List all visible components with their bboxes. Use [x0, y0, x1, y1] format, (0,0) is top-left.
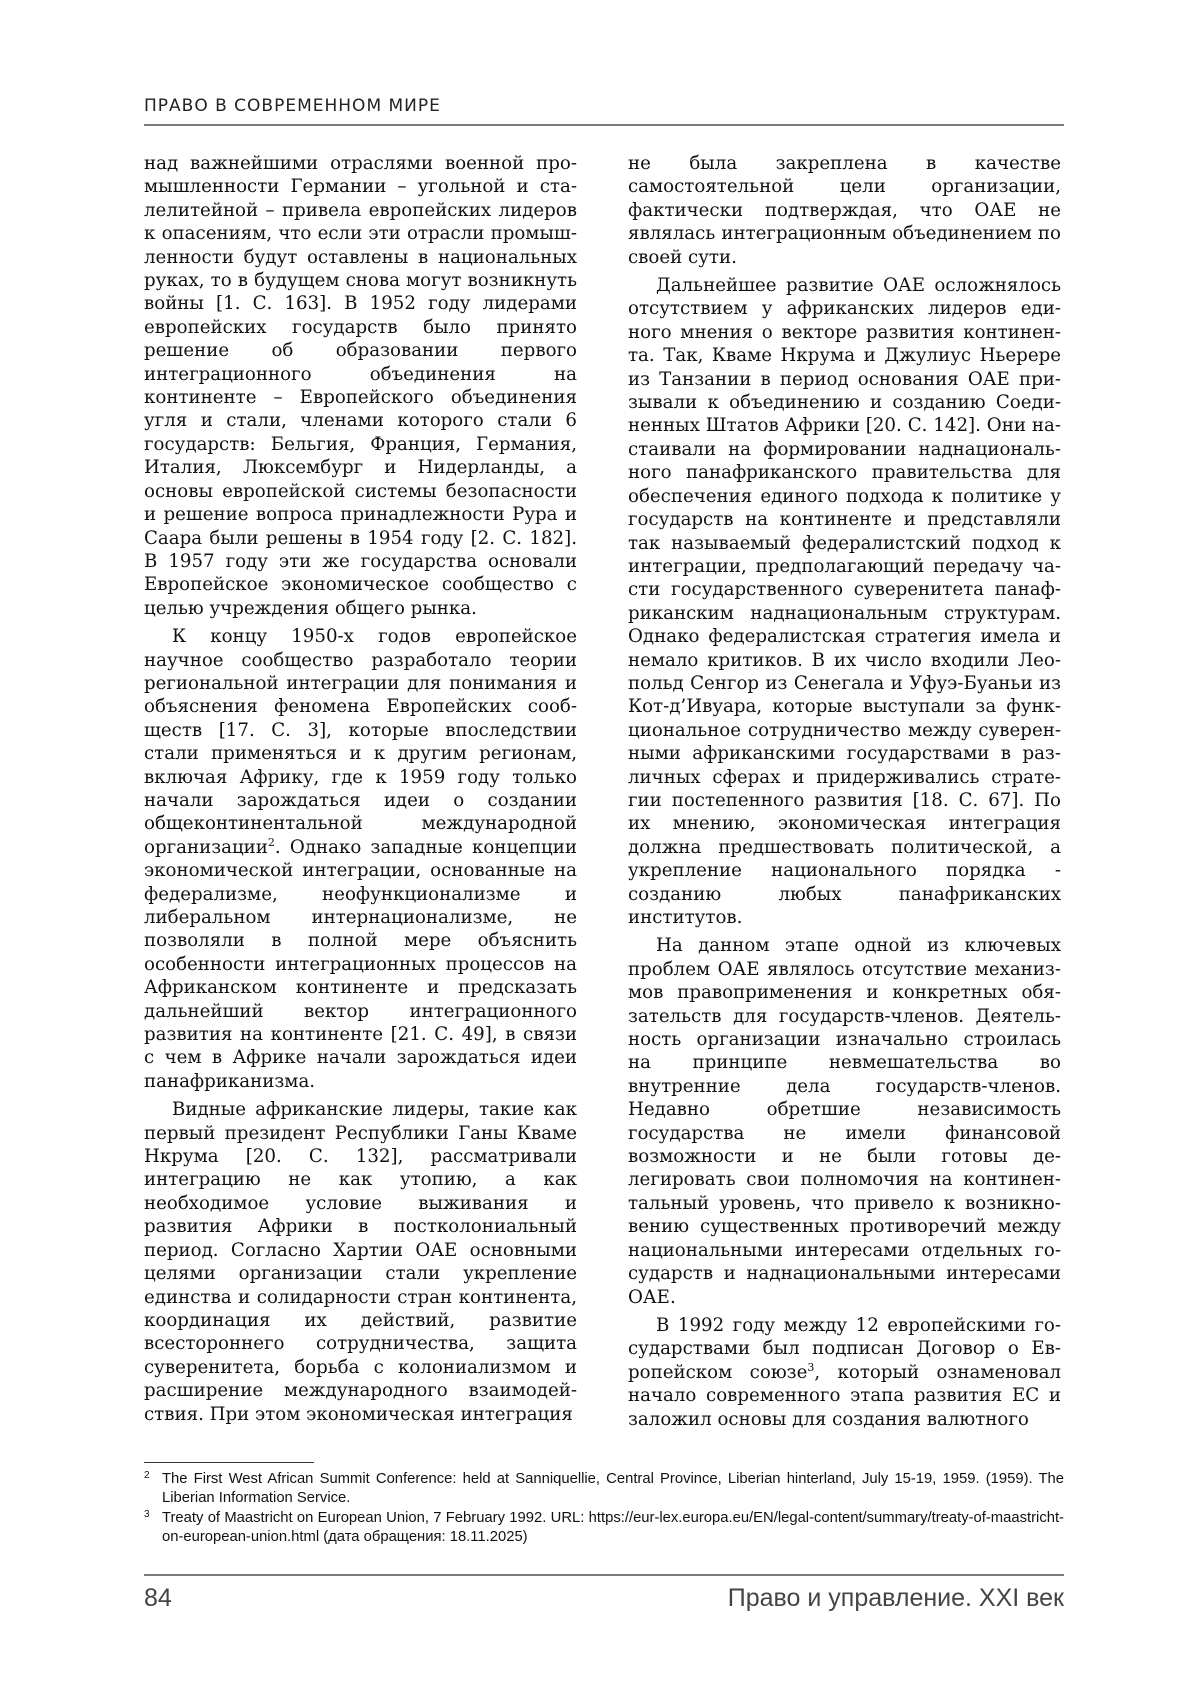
header-divider	[144, 124, 1064, 126]
left-text-column	[144, 152, 577, 1426]
footnote-ref[interactable]: 2	[267, 835, 275, 849]
right-text-column	[628, 152, 1061, 1431]
journal-title: Право и управление. XXI век	[727, 1584, 1064, 1612]
footer-divider	[144, 1574, 1064, 1576]
footnote	[144, 1509, 1064, 1546]
page-number: 84	[144, 1584, 172, 1612]
footnote-number: 3	[144, 1509, 150, 1520]
running-title: ПРАВО В СОВРЕМЕННОМ МИРЕ	[144, 96, 441, 116]
paragraph: над важнейшими отраслями военной промышленности Германии – угольной и сталелитейной – привела европейских лидеров к опасениям, что если эти отрасли промышленности будут оставлены в национальных руках, то в будущем снова могут возникнуть войны [1. С. 163]. В 1952 году лидерами европейских государств было принято решение об образовании первого интеграционного объединения на континенте – Европейского объединения угля и стали, членами которого стали 6 государств: Бельгия, Франция, Германия, Италия, Люксембург и Нидерланды, а основы европейской системы безопасности и решение вопроса принадлежности Рура и Саара были решены в 1954 году [2. С. 182]. В 1957 году эти же государства основали Европейское экономическое сообщество с целью учреждения общего рынка.	[144, 153, 577, 619]
paragraph: Видные африканские лидеры, такие как первый президент Республики Ганы Кваме Нкрума [20. С. 132], рассматривали интеграцию не как утопию, а как необходимое условие выживания и развития Африки в постколониальный период. Согласно Хартии ОАЕ основными целями организации стали укрепление единства и солидарности стран континента, координация их действий, развитие всестороннего сотрудничества, защита суверенитета, борьба с колониализмом и расширение международного взаимодействия. При этом экономическая интеграция	[144, 1099, 577, 1425]
paragraph	[628, 1314, 1061, 1431]
paragraph	[144, 625, 577, 1093]
footnotes	[144, 1470, 1064, 1548]
footnote	[144, 1470, 1064, 1507]
footnote-separator	[144, 1462, 314, 1463]
paragraph-text: . Однако западные концепции экономической интеграции, основанные на федерализме, неофункционализме и либеральном интернационализме, не позволяли в полной мере объяснить особенности интеграционных процессов на Африканском континенте и предсказать дальнейший вектор интеграционного развития на континенте [21. С. 49], в связи с чем в Африке начали зарождаться идеи панафриканизма.	[144, 836, 577, 1092]
paragraph-text: К концу 1950-х годов европейское научное сообщество разработало теории региональной интеграции для понимания и объяснения феномена Европейских сообществ [17. С. 3], которые впоследствии стали применяться и к другим регионам, включая Африку, где к 1959 году только начали зарождаться идеи о создании общеконтинентальной международной организации	[144, 626, 577, 858]
paragraph-text: , который ознаменовал начало современного этапа развития ЕС и заложил основы для создания валютного	[628, 1361, 1062, 1430]
paragraph-text: В 1992 году между 12 европейскими государствами был подписан Договор о Европейском союзе	[628, 1314, 1061, 1383]
footnote-number: 2	[144, 1470, 150, 1481]
footnote-ref[interactable]: 3	[807, 1360, 815, 1374]
paragraph: не была закреплена в качестве самостоятельной цели организации, фактически подтверждая, что ОАЕ не являлась интеграционным объединением по своей сути.	[628, 153, 1061, 268]
footnote-text: Treaty of Maastricht on European Union, 7 February 1992. URL: https://eur-lex.europa.eu/EN/legal-content/summary/treaty-of-maastricht-on-european-union.html (дата обращения: 18.11.2025)	[162, 1510, 1064, 1545]
paragraph: На данном этапе одной из ключевых проблем ОАЕ являлось отсутствие механизмов правоприменения и конкретных обязательств для государств-членов. Деятельность организации изначально строилась на принципе невмешательства во внутренние дела государств-членов. Недавно обретшие независимость государства не имели финансовой возможности и не были готовы делегировать свои полномочия на континентальный уровень, что привело к возникновению существенных противоречий между национальными интересами отдельных государств и наднациональными интересами ОАЕ.	[628, 935, 1061, 1308]
footnote-text: The First West African Summit Conference: held at Sanniquellie, Central Province, Liberian hinterland, July 15-19, 1959. (1959). The Liberian Information Service.	[162, 1471, 1064, 1506]
paragraph: Дальнейшее развитие ОАЕ осложнялось отсутствием у африканских лидеров единого мнения о векторе развития континента. Так, Кваме Нкрума и Джулиус Ньерере из Танзании в период основания ОАЕ призывали к объединению и созданию Соединенных Штатов Африки [20. С. 142]. Они настаивали на формировании наднационального панафриканского правительства для обеспечения единого подхода к политике у государств на континенте и представляли так называемый федералистский подход к интеграции, предполагающий передачу части государственного суверенитета панафриканским наднациональным структурам. Однако федералистская стратегия имела и немало критиков. В их число входили Леопольд Сенгор из Сенегала и Уфуэ-Буаньи из Кот-д’Ивуара, которые выступали за функциональное сотрудничество между суверенными африканскими государствами в различных сферах и придерживались стратегии постепенного развития [18. С. 67]. По их мнению, экономическая интеграция должна предшествовать политической, а укрепление национального порядка - созданию любых панафриканских институтов.	[628, 275, 1061, 928]
